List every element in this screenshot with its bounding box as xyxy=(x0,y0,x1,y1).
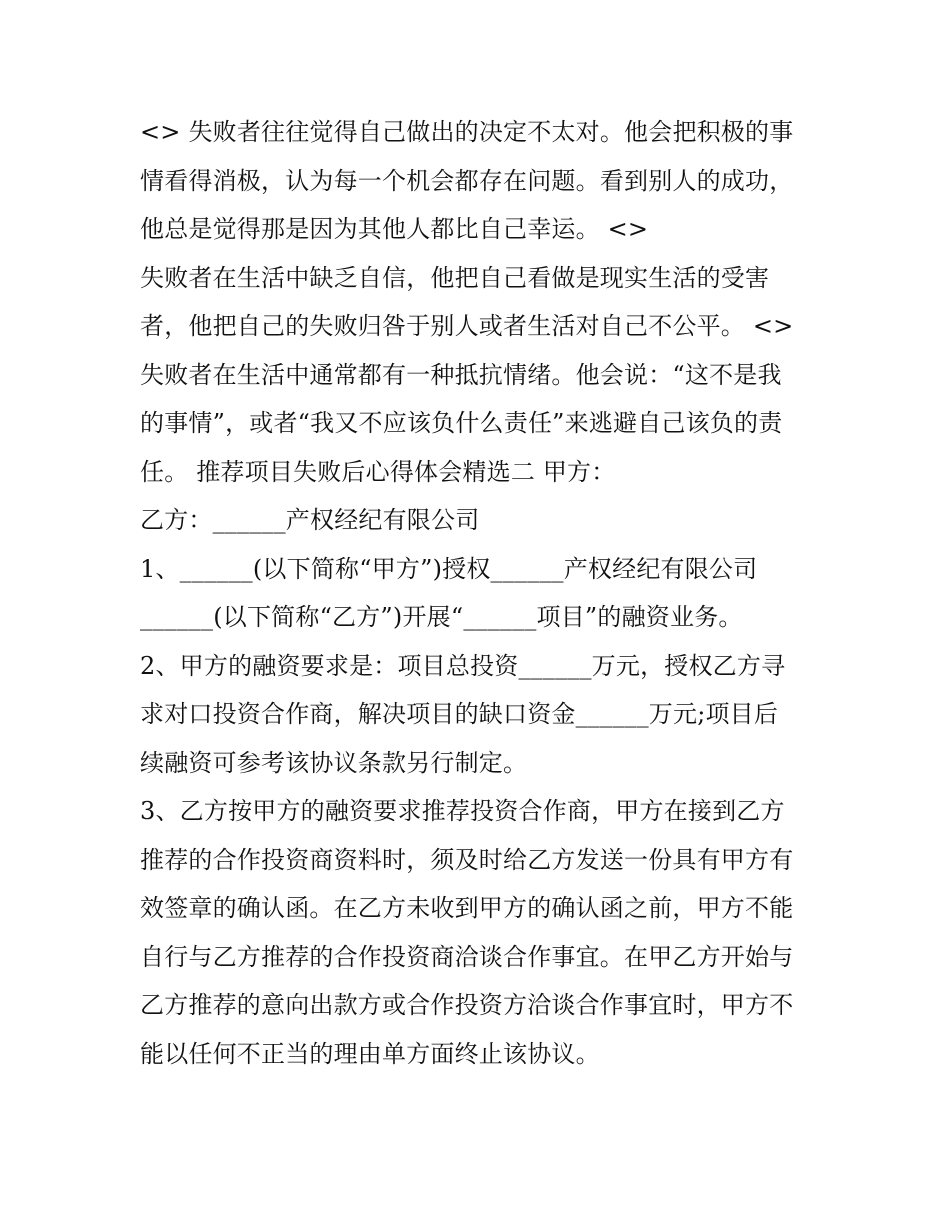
text-line: 乙方：______产权经纪有限公司 xyxy=(140,506,480,534)
text-line: ______(以下简称“乙方”)开展“______项目”的融资业务。 xyxy=(140,603,743,631)
text-line: 的事情”，或者“我又不应该负什么责任”来逃避自己该负的责 xyxy=(140,409,783,437)
text-line: 者，他把自己的失败归咎于别人或者生活对自己不公平。 <> xyxy=(140,312,794,340)
text-line: <> 失败者往往觉得自己做出的决定不太对。他会把积极的事 xyxy=(140,118,794,146)
text-line: 任。 推荐项目失败后心得体会精选二 甲方： xyxy=(140,457,616,486)
text-line: 3、乙方按甲方的融资要求推荐投资合作商，甲方在接到乙方 xyxy=(140,797,785,825)
text-line: 续融资可参考该协议条款另行制定。 xyxy=(140,748,528,777)
text-line: 效签章的确认函。在乙方未收到甲方的确认函之前，甲方不能 xyxy=(140,894,794,922)
text-line: 2、甲方的融资要求是：项目总投资______万元，授权乙方寻 xyxy=(140,651,786,680)
text-line: 能以任何不正当的理由单方面终止该协议。 xyxy=(140,1039,600,1068)
text-line: 求对口投资合作商，解决项目的缺口资金______万元;项目后 xyxy=(140,700,779,728)
text-line: 自行与乙方推荐的合作投资商洽谈合作事宜。在甲乙方开始与 xyxy=(140,942,794,971)
text-line: 1、______(以下简称“甲方”)授权______产权经纪有限公司 xyxy=(140,554,758,583)
text-line: 乙方推荐的意向出款方或合作投资方洽谈合作事宜时，甲方不 xyxy=(140,991,794,1019)
text-line: 他总是觉得那是因为其他人都比自己幸运。 <> xyxy=(140,215,649,243)
document-body xyxy=(140,108,820,1078)
text-line: 情看得消极，认为每一个机会都存在问题。看到别人的成功， xyxy=(140,166,794,195)
text-line: 失败者在生活中缺乏自信，他把自己看做是现实生活的受害 xyxy=(140,263,770,292)
text-line: 推荐的合作投资商资料时，须及时给乙方发送一份具有甲方有 xyxy=(140,845,794,874)
text-line: 失败者在生活中通常都有一种抵抗情绪。他会说：“这不是我 xyxy=(140,360,782,389)
